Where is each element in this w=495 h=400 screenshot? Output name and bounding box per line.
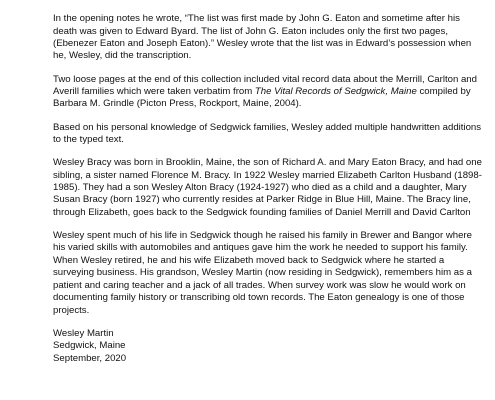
paragraph-handwritten-additions: Based on his personal knowledge of Sedgwick families, Wesley added multiple handwritten additions to the typed text.: [53, 121, 482, 146]
paragraph-opening-notes: In the opening notes he wrote, “The list was first made by John G. Eaton and sometime after his death was given to Edward Byard. The list of John G. Eaton includes only the first two pages, (Ebenezer Eaton and Joseph Eaton).” Wesley wrote that the list was in Edward’s possession when he, Wesley, did the transcription.: [53, 13, 472, 62]
paragraph-life-work: Wesley spent much of his life in Sedgwick though he raised his family in Brewer and Bangor where his varied skills with automobiles and antiques gave him the work he needed to support his family. When Wesley retired, he and his wife Elizabeth moved back to Sedgwick where he started a surveying business. His grandson, Wesley Martin (now residing in Sedgwick), remembers him as a patient and caring teacher and a jack of all trades. When survey work was slow he would work on documenting family history or transcribing old town records. The Eaton genealogy is one of those projects.: [53, 230, 472, 316]
signature-place: Sedgwick, Maine: [53, 340, 126, 352]
book-title: The Vital Records of Sedgwick, Maine: [254, 86, 417, 98]
paragraph-loose-pages: [53, 74, 483, 111]
loose-pages-text-before: Two loose pages at the end of this collection included vital record data about the Merrill, Carlton and Averill families which were taken verbatim from: [53, 73, 477, 98]
signature-name: Wesley Martin: [53, 327, 114, 339]
signature-block: [53, 328, 483, 365]
signature-date: September, 2020: [53, 352, 127, 364]
paragraph-biography: Wesley Bracy was born in Brooklin, Maine, the son of Richard A. and Mary Eaton Bracy, and had one sibling, a sister named Florence M. Bracy. In 1922 Wesley married Elizabeth Carlton Husband (1898-1985). They had a son Wesley Alton Bracy (1924-1927) who died as a child and a daughter, Mary Susan Bracy (born 1927) who currently resides at Parker Ridge in Blue Hill, Maine. The Bracy line, through Elizabeth, goes back to the Sedgwick founding families of Daniel Merrill and David Carlton: [53, 157, 482, 218]
paragraph-intro-continued: [53, 0, 483, 2]
loose-pages-text-after: compiled by Barbara M. Grindle (Picton Press, Rockport, Maine, 2004).: [53, 86, 471, 110]
